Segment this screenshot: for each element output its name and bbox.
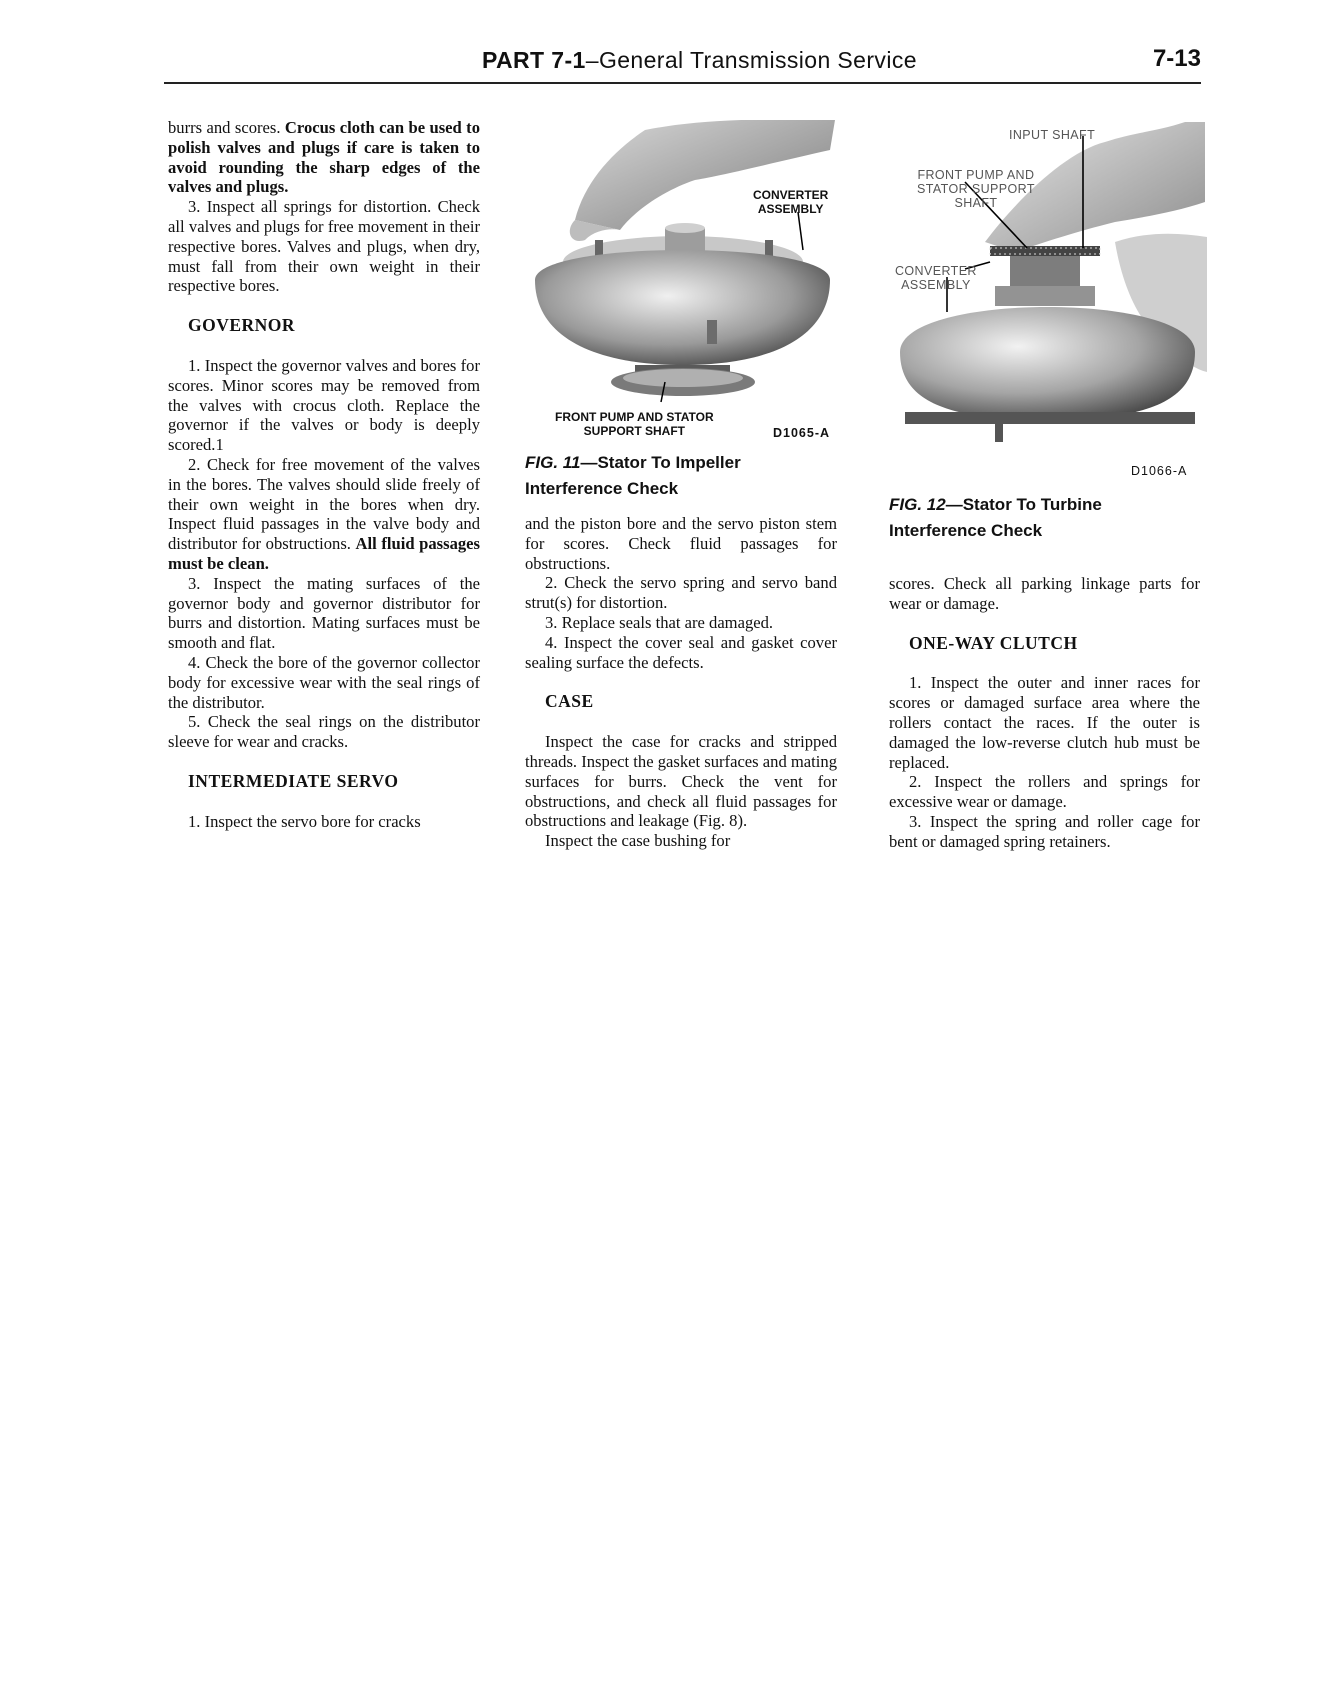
callout-line: STATOR SUPPORT [917,182,1035,196]
header-title [482,47,917,74]
paragraph: scores. Check all parking linkage parts for wear or damage. [889,574,1200,613]
caption-line [889,492,1102,518]
page-number: 7-13 [1152,45,1201,72]
column-1 [168,118,480,832]
section-heading: CASE [545,691,594,712]
paragraph: 3. Inspect all springs for distortion. Check all valves and plugs for free movement in their respective bores. Valves and plugs, when dry, must fall from their own weight in their respective bores. [168,197,480,296]
section-heading: INTERMEDIATE SERVO [188,770,399,791]
section-heading: ONE-WAY CLUTCH [909,632,1078,653]
figure-11-caption [525,450,741,502]
paragraph: and the piston bore and the servo piston stem for scores. Check fluid passages for obstructions. [525,514,837,573]
caption-line: Interference Check [525,479,679,498]
callout-converter [753,188,828,216]
callout-line: FRONT PUMP AND STATOR [555,410,714,424]
callout-line: CONVERTER [753,188,829,202]
callout-line: ASSEMBLY [901,278,971,292]
callout-front-pump [555,410,714,438]
caption-line [525,450,741,476]
paragraph: 2. Inspect the rollers and springs for excessive wear or damage. [889,772,1200,812]
converter-photo [525,120,843,440]
paragraph: 5. Check the seal rings on the distributor sleeve for wear and cracks. [168,712,480,752]
paragraph: 1. Inspect the outer and inner races for scores or damaged surface area where the rollers contact the races. If the outer is damaged the low-reverse clutch hub must be replaced. [889,673,1200,772]
callout-converter [895,264,977,292]
figure-code: D1065-A [773,426,831,440]
paragraph: 2. Check the servo spring and servo band strut(s) for distortion. [525,573,837,613]
column-3 [889,574,1200,852]
bold-text: Crocus cloth can be used to polish valves and plugs if care is taken to avoid rounding the sharp edges of the valves and plugs. [168,118,480,197]
figure-11 [525,120,843,440]
caption-number: FIG. 12 [889,495,946,514]
paragraph [168,455,480,574]
paragraph: Inspect the case for cracks and stripped threads. Inspect the gasket surfaces and mating surfaces for burrs. Check the vent for obstructions, and check all fluid passages for obstructions and leakage (Fig. 8). [525,732,837,831]
paragraph: 4. Inspect the cover seal and gasket cover sealing surface the defects. [525,632,837,672]
callout-line: FRONT PUMP AND [917,168,1035,182]
header-part: PART 7-1 [482,47,586,73]
figure-12-caption [889,492,1102,544]
figure-12 [895,122,1207,478]
paragraph: 1. Inspect the governor valves and bores for scores. Minor scores may be removed from the valves with crocus cloth. Replace the governor if the valves or body is deeply scored.1 [168,355,480,455]
paragraph [168,118,480,197]
paragraph: 3. Inspect the mating surfaces of the governor body and governor distributor for burrs and distortion. Mating surfaces must be smooth and flat. [168,573,480,653]
callout-input-shaft: INPUT SHAFT [1009,128,1096,142]
callout-line: SUPPORT SHAFT [583,424,685,438]
bold-text: All fluid passages must be clean. [168,534,481,573]
text: 2. Check for free movement of the valves in the bores. The valves should slide freely of their own weight in the bores when dry. Inspect fluid passages in the valve body and distributor for obstructions. [168,454,480,554]
paragraph: Inspect the case bushing for [545,831,731,851]
caption-text: —Stator To Impeller [580,453,741,472]
callout-front-pump [917,168,1035,210]
callout-line: SHAFT [954,196,998,210]
caption-number: FIG. 11 [525,453,581,472]
paragraph: 1. Inspect the servo bore for cracks [188,811,421,831]
callout-line: ASSEMBLY [757,202,824,216]
section-heading: GOVERNOR [188,315,296,336]
page-header [164,40,1201,88]
text: burrs and scores. [168,118,285,137]
header-section-title: –General Transmission Service [585,47,917,73]
figure-code: D1066-A [1131,464,1188,478]
column-2 [525,514,837,851]
callout-line: CONVERTER [895,264,977,278]
caption-line: Interference Check [889,521,1043,540]
caption-text: —Stator To Turbine [945,495,1102,514]
paragraph: 3. Inspect the spring and roller cage for bent or damaged spring retainers. [889,811,1200,851]
header-rule [164,82,1201,84]
paragraph: 4. Check the bore of the governor collector body for excessive wear with the seal rings of the distributor. [168,652,480,712]
paragraph: 3. Replace seals that are damaged. [545,612,774,632]
